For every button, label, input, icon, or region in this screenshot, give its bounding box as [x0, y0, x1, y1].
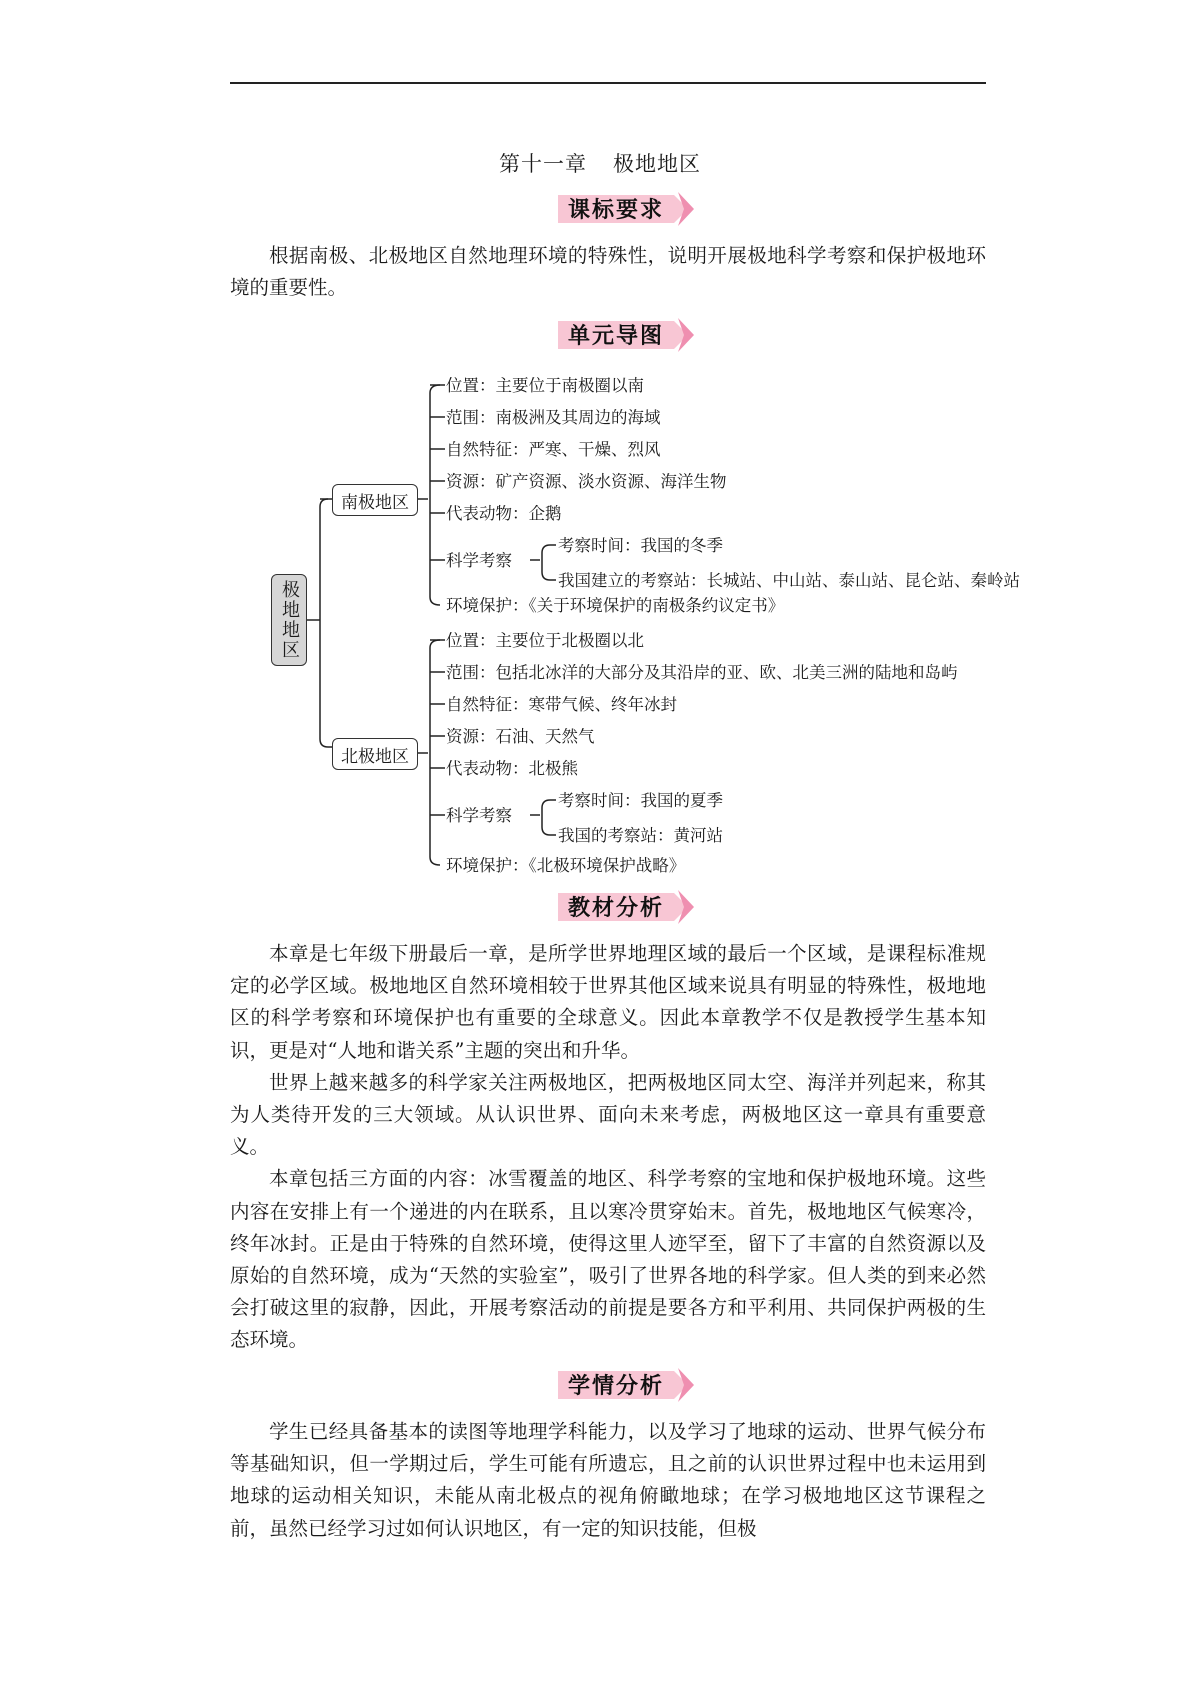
section-heading-students: [558, 1366, 698, 1404]
branch-north: [332, 738, 418, 770]
branch-south-label: 南极地区: [341, 492, 409, 513]
north-item: 自然特征：寒带气候、终年冰封: [446, 695, 677, 714]
chapter-number: 第十一章: [499, 152, 587, 176]
south-item: 代表动物：企鹅: [446, 504, 562, 523]
south-env-item: 环境保护：《关于环境保护的南极条约议定书》: [446, 596, 785, 615]
chapter-title: [0, 148, 1200, 178]
south-item: 自然特征：严寒、干燥、烈风: [446, 440, 661, 459]
mindmap-root: [271, 574, 307, 666]
textbook-paragraph: 世界上越来越多的科学家关注两极地区，把两极地区同太空、海洋并列起来，称其为人类待开发的三大领域。从认识世界、面向未来考虑，两极地区这一章具有重要意义。: [230, 1070, 986, 1159]
south-science-label: 科学考察: [446, 551, 512, 570]
chapter-name: 极地地区: [613, 152, 701, 176]
textbook-paragraph: 本章是七年级下册最后一章，是所学世界地理区域的最后一个区域，是课程标准规定的必学区域。极地地区自然环境相较于世界其他区域来说具有明显的特殊性，极地地区的科学考察和环境保护也有重要的全球意义。因此本章教学不仅是教授学生基本知识，更是对“人地和谐关系”主题的突出和升华。: [230, 942, 986, 1062]
mindmap-root-label: 极地地区: [279, 580, 300, 660]
north-item: 位置：主要位于北极圈以北: [446, 631, 644, 650]
south-science-item: 我国建立的考察站：长城站、中山站、泰山站、昆仑站、秦岭站: [558, 571, 1020, 590]
north-science-item: 我国的考察站：黄河站: [558, 826, 723, 845]
heading-label: 单元导图: [568, 324, 665, 349]
section-heading-textbook: [558, 888, 698, 926]
textbook-paragraph: 本章包括三方面的内容：冰雪覆盖的地区、科学考察的宝地和保护极地环境。这些内容在安排上有一个递进的内在联系，且以寒冷贯穿始末。首先，极地地区气候寒冷，终年冰封。正是由于特殊的自然环境，使得这里人迹罕至，留下了丰富的自然资源以及原始的自然环境，成为“天然的实验室”，吸引了世界各地的科学家。但人类的到来必然会打破这里的寂静，因此，开展考察活动的前提是要各方和平利用、共同保护两极的生态环境。: [230, 1167, 986, 1352]
north-item: 资源：石油、天然气: [446, 727, 595, 746]
heading-label: 教材分析: [568, 896, 665, 921]
curriculum-text: 根据南极、北极地区自然地理环境的特殊性，说明开展极地科学考察和保护极地环境的重要性。: [230, 244, 986, 300]
branch-south: [332, 484, 418, 516]
north-science-label: 科学考察: [446, 806, 512, 825]
curriculum-paragraph: [230, 240, 986, 304]
south-science-item: 考察时间：我国的冬季: [558, 536, 723, 555]
south-item: 范围：南极洲及其周边的海域: [446, 408, 661, 427]
section-heading-curriculum: [558, 190, 698, 228]
top-rule: [230, 82, 986, 84]
north-science-item: 考察时间：我国的夏季: [558, 791, 723, 810]
students-paragraph: [230, 1416, 986, 1545]
heading-label: 学情分析: [568, 1374, 665, 1399]
section-heading-mindmap: [558, 316, 698, 354]
students-text: 学生已经具备基本的读图等地理学科能力，以及学习了地球的运动、世界气候分布等基础知识，但一学期过后，学生可能有所遗忘，且之前的认识世界过程中也未运用到地球的运动相关知识，未能从南北极点的视角俯瞰地球；在学习极地地区这节课程之前，虽然已经学习过如何认识地区，有一定的知识技能，但极: [230, 1420, 986, 1540]
heading-label: 课标要求: [568, 198, 665, 223]
textbook-paragraphs: [230, 938, 986, 1357]
south-item: 资源：矿产资源、淡水资源、海洋生物: [446, 472, 727, 491]
south-item: 位置：主要位于南极圈以南: [446, 376, 644, 395]
north-env-item: 环境保护：《北极环境保护战略》: [446, 856, 686, 875]
north-item: 代表动物：北极熊: [446, 759, 578, 778]
north-item: 范围：包括北冰洋的大部分及其沿岸的亚、欧、北美三洲的陆地和岛屿: [446, 663, 958, 682]
branch-north-label: 北极地区: [341, 746, 409, 767]
